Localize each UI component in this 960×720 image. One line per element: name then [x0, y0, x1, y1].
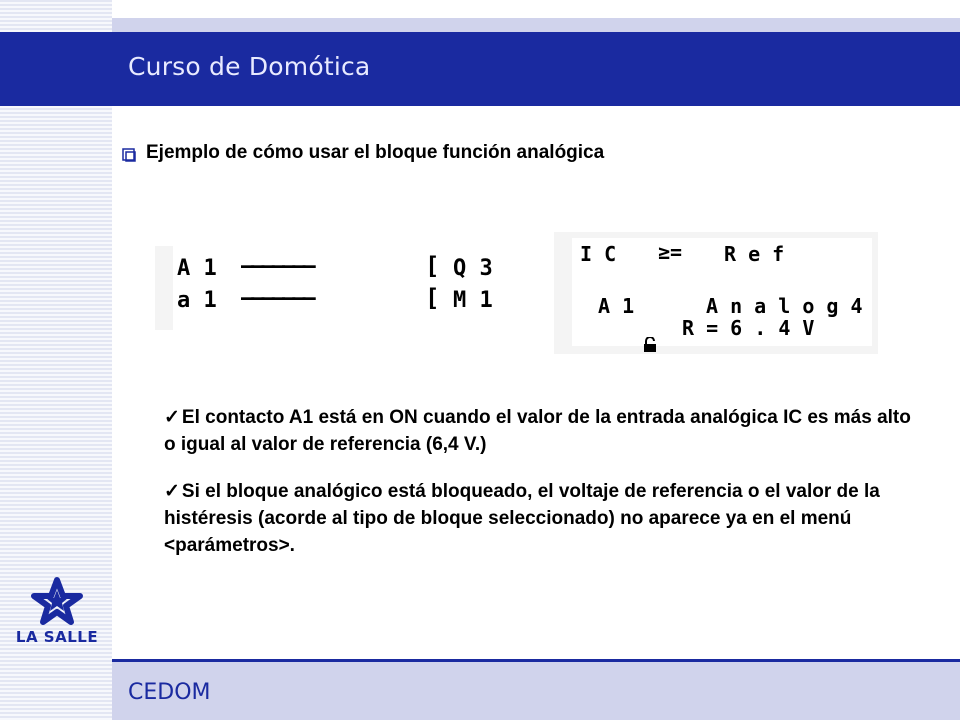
- ladder-diagram: [173, 246, 510, 330]
- block-name: A 1: [598, 294, 635, 318]
- check-item-text: Si el bloque analógico está bloqueado, el voltaje de referencia o el valor de la histéresis (acorde al tipo de bloque seleccionado) no aparece ya en el menú <parámetros>.: [164, 481, 880, 556]
- block-type: A n a l o g 4: [706, 294, 863, 318]
- reference-value: R = 6 . 4 V: [682, 316, 815, 340]
- checkmark-icon: ✓: [164, 407, 180, 428]
- section-heading: [122, 142, 604, 164]
- footer-text: CEDOM: [128, 680, 211, 705]
- ladder-bracket-1: [: [425, 252, 440, 280]
- footer-band: [112, 662, 960, 720]
- lock-icon: [578, 316, 657, 379]
- ladder-contact-1: A 1: [177, 256, 217, 281]
- logo-text: LA SALLE: [15, 628, 99, 646]
- ladder-diagram-panel: [155, 246, 510, 330]
- analog-input-label: I C: [580, 242, 617, 266]
- checkmark-icon: ✓: [164, 481, 180, 502]
- ladder-coil-1: Q 3: [453, 256, 493, 281]
- ladder-contact-2: a 1: [177, 288, 217, 313]
- section-heading-text: Ejemplo de cómo usar el bloque función analógica: [146, 142, 605, 163]
- slide-title: Curso de Domótica: [128, 52, 371, 81]
- checkbox-bullet-icon: [122, 146, 136, 160]
- ladder-bracket-2: [: [425, 284, 440, 312]
- ladder-line-2: ———————: [241, 286, 313, 311]
- greater-equal-symbol: ≥=: [658, 240, 683, 264]
- reference-label: R e f: [724, 242, 785, 266]
- checklist: [164, 404, 924, 579]
- ladder-line-1: ———————: [241, 254, 313, 279]
- star-icon: [8, 576, 106, 628]
- check-item-text: El contacto A1 está en ON cuando el valor de la entrada analógica IC es más alto o igual al valor de referencia (6,4 V.): [164, 407, 911, 455]
- analog-display: [572, 238, 872, 346]
- la-salle-logo: [8, 576, 106, 652]
- check-item: [164, 404, 924, 458]
- check-item: [164, 478, 924, 559]
- ladder-coil-2: M 1: [453, 288, 493, 313]
- analog-display-panel: [554, 232, 878, 354]
- top-strip: [112, 18, 960, 32]
